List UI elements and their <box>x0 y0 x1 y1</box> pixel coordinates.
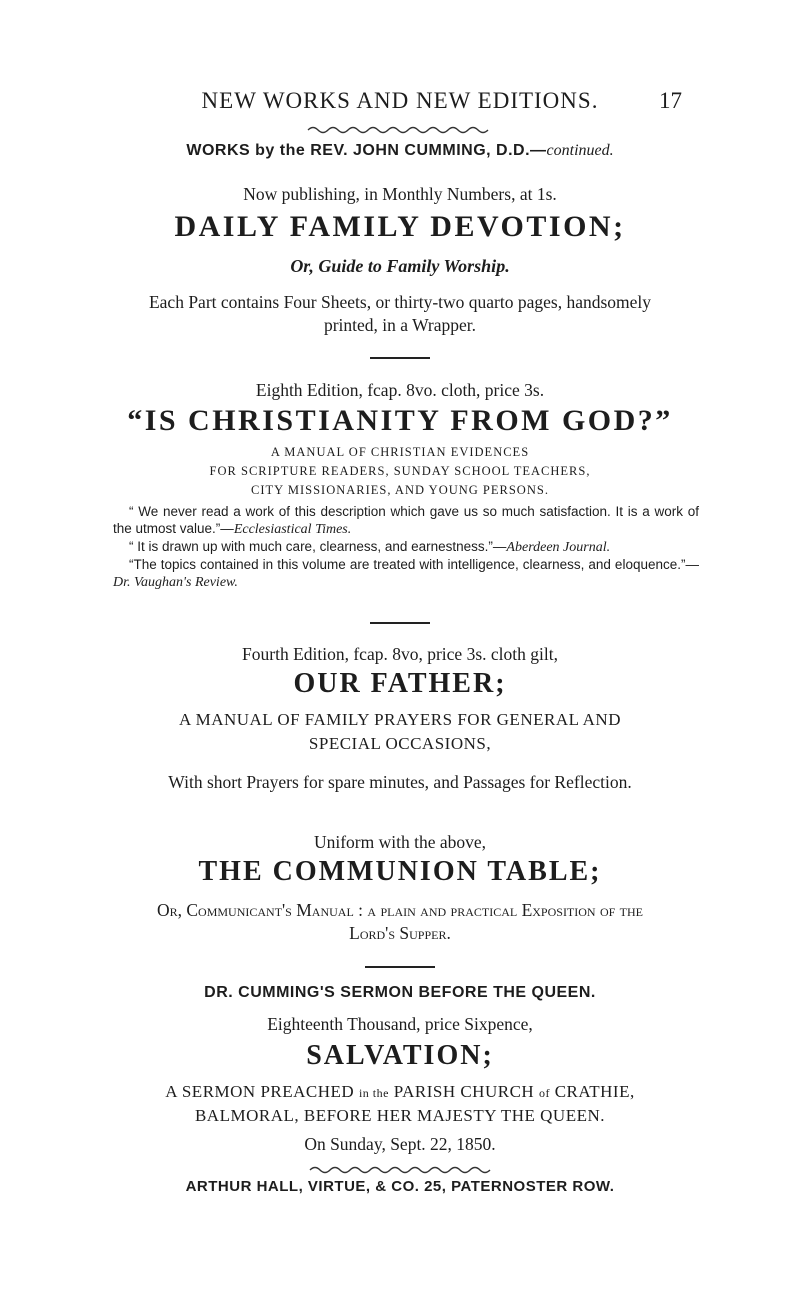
entry1-title: DAILY FAMILY DEVOTION; <box>174 210 626 243</box>
publisher-imprint: ARTHUR HALL, VIRTUE, & CO. 25, PATERNOSTER ROW. <box>185 1178 615 1195</box>
review-text: “The topics contained in this volume are treated with intelligence, clearness, and eloquence.”— <box>129 557 699 572</box>
review-text: “ We never read a work of this description which gave us so much satisfaction. It is a work of the utmost value.”— <box>113 504 699 536</box>
review-quote <box>113 556 699 591</box>
review-text: “ It is drawn up with much care, clearness, and earnestness.”— <box>129 539 507 554</box>
entry1-subtitle <box>0 256 800 277</box>
entry4-intro: Uniform with the above, <box>313 832 487 852</box>
entry4-sub-line1: Or, Communicant's Manual : a plain and practical Exposition of the <box>156 900 644 920</box>
running-title: NEW WORKS AND NEW EDITIONS. <box>201 88 599 113</box>
entry5-sub-line2: BALMORAL, BEFORE HER MAJESTY THE QUEEN. <box>194 1106 606 1125</box>
divider-rule <box>365 966 435 968</box>
entry3-note: With short Prayers for spare minutes, and Passages for Reflection. <box>168 772 632 792</box>
entry1-desc-line2: printed, in a Wrapper. <box>323 315 477 335</box>
entry2-intro: Eighth Edition, fcap. 8vo. cloth, price 3s. <box>255 380 545 400</box>
entry3-sub-line2: SPECIAL OCCASIONS, <box>308 734 492 753</box>
entry1-subtitle-text: Or, Guide to Family Worship. <box>290 256 510 276</box>
entry1-intro: Now publishing, in Monthly Numbers, at 1s. <box>243 184 557 204</box>
entry2-sub-line3: CITY MISSIONARIES, AND YOUNG PERSONS. <box>251 483 549 497</box>
ornament-wave-bottom <box>0 1164 800 1176</box>
review-source: Ecclesiastical Times. <box>233 522 352 537</box>
review-source: Dr. Vaughan's Review. <box>113 575 238 590</box>
entry5-heading: DR. CUMMING'S SERMON BEFORE THE QUEEN. <box>204 984 596 1001</box>
entry4-sub-line2: Lord's Supper. <box>349 923 451 943</box>
entry5-intro: Eighteenth Thousand, price Sixpence, <box>267 1014 533 1034</box>
entry2-title: “IS CHRISTIANITY FROM GOD?” <box>127 404 673 437</box>
page-number: 17 <box>659 88 682 113</box>
section-heading-continued: continued. <box>546 142 614 159</box>
entry5-title: SALVATION; <box>306 1040 494 1071</box>
entry5-sub-line1 <box>0 1080 800 1105</box>
review-quote <box>113 538 699 556</box>
ornament-wave-top <box>0 124 800 136</box>
review-source: Aberdeen Journal. <box>506 540 611 555</box>
entry3-sub-line1: A MANUAL OF FAMILY PRAYERS FOR GENERAL AND <box>179 710 621 729</box>
divider-rule <box>370 622 430 624</box>
review-quote <box>113 503 699 538</box>
entry5-sub-part-small: in the <box>358 1086 389 1100</box>
entry2-sub-line1: A MANUAL OF CHRISTIAN EVIDENCES <box>270 445 530 459</box>
entry5-sub-part-small: of <box>538 1086 550 1100</box>
divider-rule <box>370 357 430 359</box>
entry5-date: On Sunday, Sept. 22, 1850. <box>304 1134 496 1154</box>
entry1-desc-line1: Each Part contains Four Sheets, or thirty-two quarto pages, handsomely <box>148 292 652 312</box>
entry2-reviews <box>113 503 699 591</box>
section-heading <box>0 142 800 160</box>
entry3-intro: Fourth Edition, fcap. 8vo, price 3s. cloth gilt, <box>242 644 558 664</box>
entry5-sub-part: PARISH CHURCH <box>388 1082 539 1101</box>
entry4-title: THE COMMUNION TABLE; <box>198 856 602 887</box>
entry5-sub-part: CRATHIE, <box>549 1082 635 1101</box>
running-head <box>0 88 800 128</box>
section-heading-text: WORKS by the REV. JOHN CUMMING, D.D.— <box>186 142 547 159</box>
entry3-title: OUR FATHER; <box>293 668 507 699</box>
entry2-sub-line2: FOR SCRIPTURE READERS, SUNDAY SCHOOL TEACHERS, <box>209 464 591 478</box>
entry5-sub-part: A SERMON PREACHED <box>165 1082 359 1101</box>
